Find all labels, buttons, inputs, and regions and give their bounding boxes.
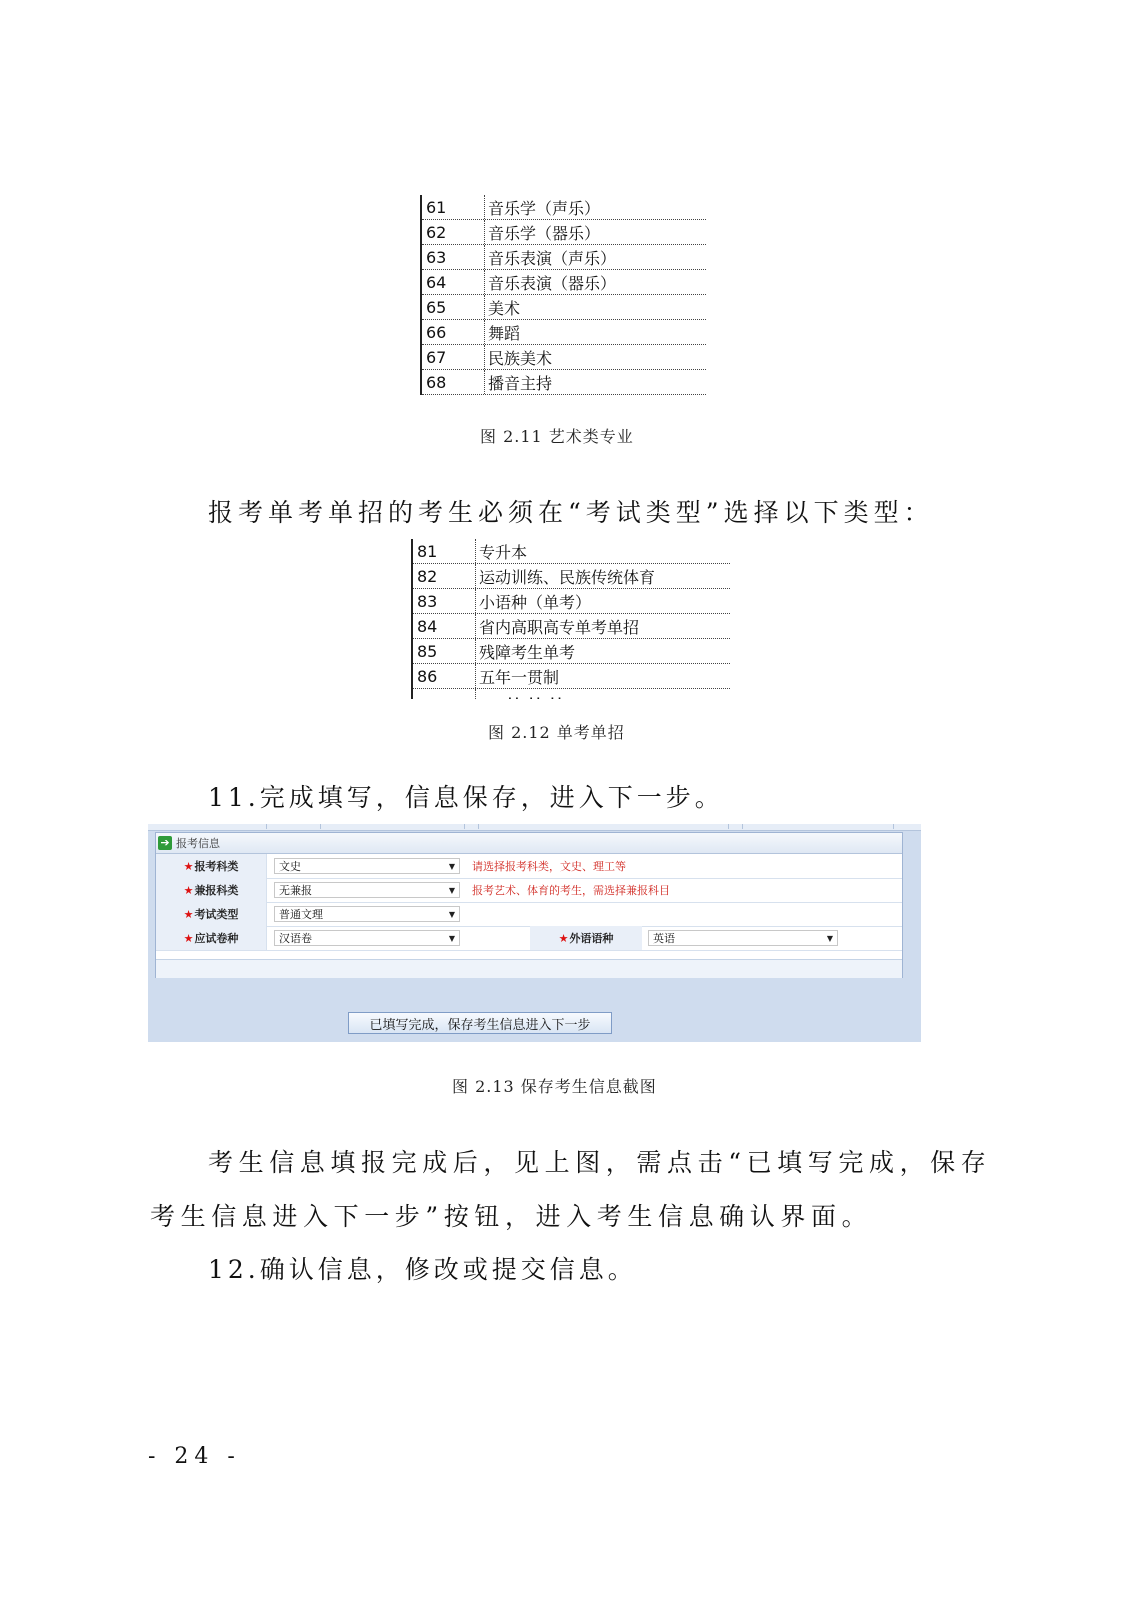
- required-star-icon: ★: [183, 859, 194, 873]
- code-cell: 83: [417, 591, 438, 611]
- table-row: [413, 664, 730, 689]
- table-row: [422, 220, 706, 245]
- instruction-paragraph-line-2: 考生信息进入下一步”按钮，进入考生信息确认界面。: [150, 1202, 873, 1231]
- figure-caption-2-13: 图 2.13 保存考生信息截图: [452, 1077, 657, 1096]
- name-cell: 残障考生单考: [475, 639, 730, 663]
- form-row-paper-type: [156, 926, 902, 951]
- table-row-cutoff: [413, 689, 730, 699]
- panel-title: 报考信息: [176, 837, 220, 850]
- exam-info-panel: [155, 832, 903, 978]
- subject-category-hint: 请选择报考科类，文史、理工等: [472, 860, 626, 873]
- intro-paragraph: 报考单考单招的考生必须在“考试类型”选择以下类型：: [208, 498, 934, 527]
- table-row: [422, 245, 706, 270]
- exam-type-select[interactable]: 普通文理 ▼: [274, 906, 460, 922]
- table-row: [422, 270, 706, 295]
- required-star-icon: ★: [183, 907, 194, 921]
- code-cell: 85: [417, 641, 438, 661]
- name-cell: 音乐表演（声乐）: [484, 245, 706, 269]
- code-cell: 82: [417, 566, 438, 586]
- subject-category-select[interactable]: 文史 ▼: [274, 858, 460, 874]
- secondary-category-select[interactable]: 无兼报 ▼: [274, 882, 460, 898]
- table-row: [422, 345, 706, 370]
- figure-caption-2-11: 图 2.11 艺术类专业: [480, 427, 634, 446]
- table-row: [422, 295, 706, 320]
- form-row-subject-category: [156, 854, 902, 879]
- panel-header: [156, 833, 902, 854]
- code-cell: 66: [426, 322, 447, 342]
- paper-type-label: 应试卷种: [194, 932, 239, 945]
- foreign-language-select[interactable]: 英语 ▼: [648, 930, 838, 946]
- name-cell: 播音主持: [484, 370, 706, 394]
- required-star-icon: ★: [183, 883, 194, 897]
- table-row: [422, 370, 706, 395]
- code-cell: 84: [417, 616, 438, 636]
- foreign-language-label-cell: [530, 926, 642, 950]
- code-cell: 62: [426, 222, 447, 242]
- table-row: [422, 195, 706, 220]
- subject-category-label: 报考科类: [194, 860, 239, 873]
- art-major-table: [420, 195, 706, 395]
- name-cell: 省内高职高专单考单招: [475, 614, 730, 638]
- dropdown-caret-icon: ▼: [448, 934, 455, 943]
- figure-caption-2-12: 图 2.12 单考单招: [488, 723, 625, 742]
- form-row-secondary-category: [156, 878, 902, 903]
- name-cell: 专升本: [475, 539, 730, 563]
- code-cell: 81: [417, 541, 438, 561]
- name-cell: 音乐学（器乐）: [484, 220, 706, 244]
- single-exam-table: [411, 539, 730, 699]
- table-row: [422, 320, 706, 345]
- code-cell: 86: [417, 666, 438, 686]
- name-cell: 音乐表演（器乐）: [484, 270, 706, 294]
- name-cell: 民族美术: [484, 345, 706, 369]
- code-cell: 61: [426, 197, 447, 217]
- table-row: [413, 614, 730, 639]
- code-cell: 64: [426, 272, 447, 292]
- name-cell: 小语种（单考）: [475, 589, 730, 613]
- save-and-next-button[interactable]: 已填写完成，保存考生信息进入下一步: [348, 1012, 612, 1034]
- required-star-icon: ★: [183, 931, 194, 945]
- instruction-paragraph-line-1: 考生信息填报完成后，见上图，需点击“已填写完成，保存: [208, 1148, 992, 1177]
- exam-type-label: 考试类型: [194, 908, 239, 921]
- paper-type-select[interactable]: 汉语卷 ▼: [274, 930, 460, 946]
- foreign-language-label: 外语语种: [569, 932, 614, 945]
- cutoff-text: ·· ·· ··: [479, 689, 565, 699]
- page-number: - 24 -: [148, 1444, 241, 1469]
- table-row: [413, 589, 730, 614]
- code-cell: 65: [426, 297, 447, 317]
- code-cell: 67: [426, 347, 447, 367]
- arrow-right-icon: ➔: [158, 836, 172, 850]
- name-cell: 美术: [484, 295, 706, 319]
- name-cell: 五年一贯制: [475, 664, 730, 688]
- form-top-strip: [148, 824, 921, 831]
- dropdown-caret-icon: ▼: [448, 886, 455, 895]
- name-cell: 音乐学（声乐）: [484, 195, 706, 219]
- name-cell: 舞蹈: [484, 320, 706, 344]
- table-row: [413, 639, 730, 664]
- table-row: [413, 539, 730, 564]
- name-cell: 运动训练、民族传统体育: [475, 564, 730, 588]
- secondary-category-label: 兼报科类: [194, 884, 239, 897]
- form-row-exam-type: [156, 902, 902, 927]
- form-screenshot: [148, 824, 921, 1042]
- dropdown-caret-icon: ▼: [448, 910, 455, 919]
- dropdown-caret-icon: ▼: [448, 862, 455, 871]
- panel-bottom-bar: [156, 959, 902, 978]
- table-row: [413, 564, 730, 589]
- dropdown-caret-icon: ▼: [826, 934, 833, 943]
- code-cell: 68: [426, 372, 447, 392]
- code-cell: 63: [426, 247, 447, 267]
- secondary-category-hint: 报考艺术、体育的考生，需选择兼报科目: [472, 884, 670, 897]
- step-11-heading: 11.完成填写，信息保存，进入下一步。: [208, 783, 724, 812]
- step-12-heading: 12.确认信息，修改或提交信息。: [208, 1255, 637, 1284]
- required-star-icon: ★: [558, 931, 569, 945]
